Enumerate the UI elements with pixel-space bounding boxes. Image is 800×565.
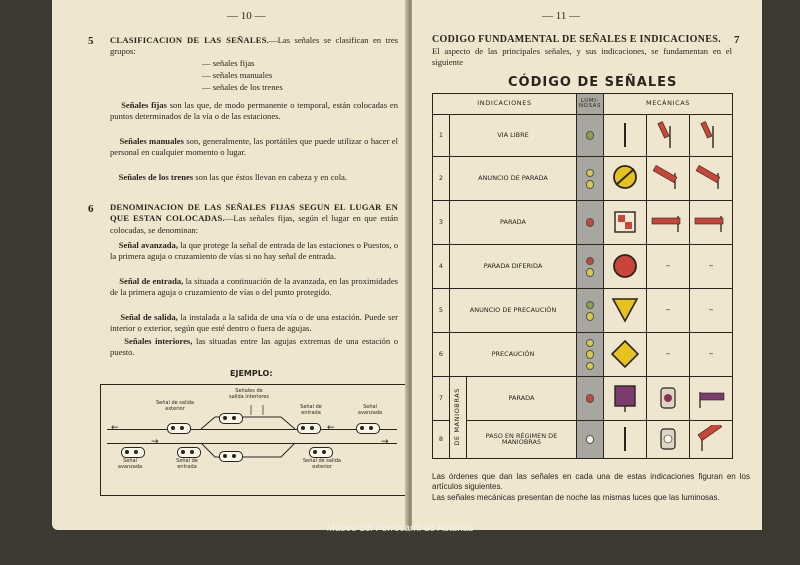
paragraph-fijas: Señales fijas son las que, de modo permanente o temporal, están colocadas en puntos determinados de la vía o de las estaciones. xyxy=(110,100,398,122)
signal-row xyxy=(433,377,733,421)
section-6-heading: DENOMINACION DE LAS SEÑALES FIJAS SEGUN EL LUGAR EN QUE ESTAN COLOCADAS.—Las señales fijas, según el lugar en que están colocadas, se denominan: xyxy=(110,202,398,235)
mechanical-signal-semaphore-up xyxy=(690,115,733,157)
footnote-ordenes: Las órdenes que dan las señales en cada una de estas indicaciones figuran en los artículos siguientes. xyxy=(432,472,750,491)
label-avanzada: Señal avanzada xyxy=(117,458,143,470)
junction-lines xyxy=(101,385,405,495)
row-number: 3 xyxy=(433,201,450,245)
definition-interiores: Señales interiores, las situadas entre las agujas extremas de una estación o puesto. xyxy=(110,336,398,358)
museum-caption: Museo del Ferrocarril de Asturias xyxy=(326,523,474,534)
light-dot xyxy=(586,350,595,359)
row-indication: PARADA DIFERIDA xyxy=(450,245,577,289)
row-lights xyxy=(577,377,604,421)
mechanical-signal-–: – xyxy=(647,245,690,289)
mechanical-signal-pole xyxy=(604,421,647,459)
section-7-number: 7 xyxy=(734,34,740,46)
row-number: 7 xyxy=(433,377,450,421)
light-dot xyxy=(586,257,595,266)
signal-avanzada xyxy=(356,423,380,434)
mechanical-signal-–: – xyxy=(690,289,733,333)
label-entrada: Señal de entrada xyxy=(300,404,322,416)
arrow-left-icon: ← xyxy=(111,423,119,433)
example-title: EJEMPLO: xyxy=(230,369,273,378)
row-lights xyxy=(577,333,604,377)
footnote-mecanicas: Las señales mecánicas presentan de noche las mismas luces que las luminosas. xyxy=(432,493,720,502)
row-indication: VIA LIBRE xyxy=(450,115,577,157)
signal-row xyxy=(433,333,733,377)
right-page xyxy=(412,0,762,530)
signal-salida-exterior xyxy=(167,423,191,434)
row-indication: PARADA xyxy=(467,377,577,421)
label-salida-exterior: Señal de salida exterior xyxy=(303,458,341,470)
row-number: 6 xyxy=(433,333,450,377)
section-6-number: 6 xyxy=(88,203,94,215)
definition-entrada: Señal de entrada, la situada a continuación de la avanzada, en las proximidades de la primera aguja o cruzamiento de vías o del punto protegido. xyxy=(110,276,398,298)
signal-entrada xyxy=(297,423,321,434)
group-item: — señales fijas xyxy=(202,58,255,68)
row-indication: PASO EN RÉGIMEN DE MANIOBRAS xyxy=(467,421,577,459)
light-dot xyxy=(586,218,595,227)
row-number: 1 xyxy=(433,115,450,157)
paragraph-manuales: Señales manuales son, generalmente, las portátiles que puede utilizar o hacer el personal en cualquier momento o lugar. xyxy=(110,136,398,158)
left-page-number: — 10 — xyxy=(227,10,266,22)
mechanical-signal-pole xyxy=(604,115,647,157)
light-dot xyxy=(586,301,595,310)
row-number: 8 xyxy=(433,421,450,459)
row-number: 5 xyxy=(433,289,450,333)
arrow-right-icon: → xyxy=(381,437,389,447)
mechanical-signal-disc-yellow xyxy=(604,157,647,201)
row-lights xyxy=(577,201,604,245)
definition-salida: Señal de salida, la instalada a la salida de una vía o de una estación. Puede ser interior o exterior, según que esté dentro o fuera de agujas. xyxy=(110,312,399,334)
light-dot xyxy=(586,362,595,371)
mechanical-signal-checker xyxy=(604,201,647,245)
example-diagram xyxy=(100,384,406,496)
row-indication: PRECAUCIÓN xyxy=(450,333,577,377)
header-mecanicas: MECÁNICAS xyxy=(604,94,733,115)
signal-row xyxy=(433,289,733,333)
signal-code-table xyxy=(432,93,733,459)
section-5-heading: CLASIFICACION DE LAS SEÑALES.—Las señales se clasifican en tres grupos: xyxy=(110,35,398,57)
mechanical-signal-semaphore-up xyxy=(647,115,690,157)
signal-row xyxy=(433,201,733,245)
light-dot xyxy=(586,435,595,444)
signal-entrada xyxy=(177,447,201,458)
maniobras-label: DE MANIOBRAS xyxy=(450,377,467,459)
row-indication: ANUNCIO DE PRECAUCIÓN xyxy=(450,289,577,333)
mechanical-signal-arm-purple-diag xyxy=(690,421,733,459)
label-avanzada: Señal avanzada xyxy=(357,404,383,416)
mechanical-signal-square-purple xyxy=(604,377,647,421)
arrow-left-icon: ← xyxy=(327,423,335,433)
light-dot xyxy=(586,268,595,277)
row-number: 2 xyxy=(433,157,450,201)
row-indication: ANUNCIO DE PARADA xyxy=(450,157,577,201)
section-5-number: 5 xyxy=(88,35,94,47)
label-salida-exterior: Señal de salida exterior xyxy=(156,400,194,412)
row-lights xyxy=(577,421,604,459)
intro-text: El aspecto de las principales señales, y sus indicaciones, se fundamentan en el siguiente xyxy=(432,46,732,68)
mechanical-signal-arm-diag xyxy=(690,157,733,201)
left-page xyxy=(52,0,408,530)
mechanical-signal-–: – xyxy=(647,333,690,377)
row-lights xyxy=(577,245,604,289)
mechanical-signal-–: – xyxy=(690,333,733,377)
signal-row xyxy=(433,157,733,201)
mechanical-signal-arm-purple xyxy=(690,377,733,421)
row-lights xyxy=(577,115,604,157)
signal-salida-exterior xyxy=(309,447,333,458)
signal-salida-interior xyxy=(219,451,243,462)
mechanical-signal-diamond xyxy=(604,333,647,377)
code-title: CÓDIGO DE SEÑALES xyxy=(508,75,678,90)
light-dot xyxy=(586,339,595,348)
paragraph-trenes: Señales de los trenes son las que éstos llevan en cabeza y en cola. xyxy=(118,172,348,182)
light-dot xyxy=(586,312,595,321)
signal-avanzada xyxy=(121,447,145,458)
label-salida-interiores: Señales de salida interiores xyxy=(229,388,269,400)
signal-row xyxy=(433,245,733,289)
row-number: 4 xyxy=(433,245,450,289)
mechanical-signal-lantern-white xyxy=(647,421,690,459)
header-luminosas: LUMI-NOSAS xyxy=(577,94,604,115)
arrow-right-icon: → xyxy=(151,437,159,447)
row-lights xyxy=(577,157,604,201)
mechanical-signal-arm-horiz xyxy=(690,201,733,245)
label-entrada: Señal de entrada xyxy=(176,458,198,470)
light-dot xyxy=(586,169,595,178)
light-dot xyxy=(586,394,595,403)
mechanical-signal-lantern-red xyxy=(647,377,690,421)
row-indication: PARADA xyxy=(450,201,577,245)
right-page-number: — 11 — xyxy=(542,10,581,22)
signal-row xyxy=(433,421,733,459)
group-item: — señales manuales xyxy=(202,70,273,80)
mechanical-signal-arm-diag xyxy=(647,157,690,201)
mechanical-signal-–: – xyxy=(690,245,733,289)
signal-row xyxy=(433,115,733,157)
mechanical-signal-–: – xyxy=(647,289,690,333)
light-dot xyxy=(586,180,595,189)
definition-avanzada: Señal avanzada, la que protege la señal de entrada de las estaciones o Puestos, o la primera aguja o cruzamiento de vías si no hay señal de entrada. xyxy=(110,240,399,262)
row-lights xyxy=(577,289,604,333)
light-dot xyxy=(586,131,595,140)
group-item: — señales de los trenes xyxy=(202,82,283,92)
mechanical-signal-arm-horiz xyxy=(647,201,690,245)
section-7-heading: CODIGO FUNDAMENTAL DE SEÑALES E INDICACIONES. xyxy=(432,34,721,45)
header-indicaciones: INDICACIONES xyxy=(433,94,577,115)
mechanical-signal-triangle xyxy=(604,289,647,333)
signal-salida-interior xyxy=(219,413,243,424)
mechanical-signal-disc-red xyxy=(604,245,647,289)
